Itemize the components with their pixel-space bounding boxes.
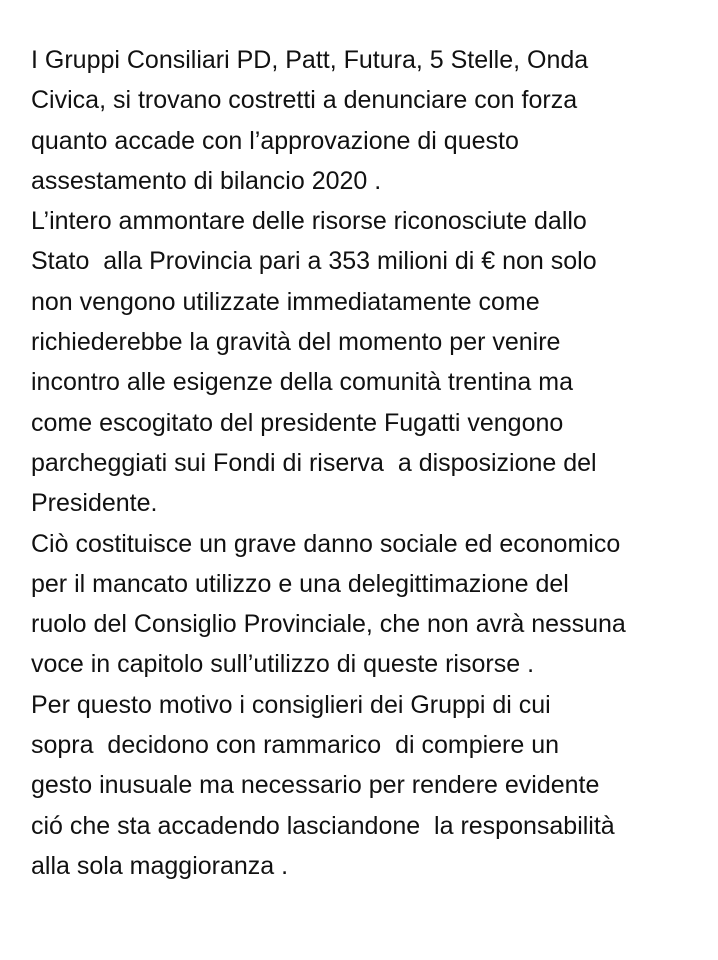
text-line: alla sola maggioranza . xyxy=(31,851,289,880)
text-line: Per questo motivo i consiglieri dei Gruppi di cui xyxy=(31,690,551,719)
paragraph-3 xyxy=(31,524,711,685)
statement-text xyxy=(31,40,711,886)
text-line: Stato alla Provincia pari a 353 milioni di € non solo xyxy=(31,247,597,276)
text-line: gesto inusuale ma necessario per rendere evidente xyxy=(31,771,600,800)
text-line: I Gruppi Consiliari PD, Patt, Futura, 5 Stelle, Onda xyxy=(31,46,589,74)
text-line: Civica, si trovano costretti a denunciare con forza xyxy=(31,86,578,115)
text-line: Ciò costituisce un grave danno sociale ed economico xyxy=(31,529,621,558)
text-line: quanto accade con l’approvazione di questo xyxy=(31,126,519,155)
text-line: ruolo del Consiglio Provinciale, che non avrà nessuna xyxy=(31,610,626,639)
paragraph-2 xyxy=(31,201,711,523)
paragraph-1 xyxy=(31,40,711,201)
text-line: ció che sta accadendo lasciandone la responsabilità xyxy=(31,811,615,840)
text-line: voce in capitolo sull’utilizzo di queste risorse . xyxy=(31,650,535,679)
text-line: Presidente. xyxy=(31,489,158,518)
text-line: richiederebbe la gravità del momento per venire xyxy=(31,328,561,357)
text-line: sopra decidono con rammarico di compiere un xyxy=(31,731,560,760)
paragraph-4 xyxy=(31,685,711,886)
text-line: assestamento di bilancio 2020 . xyxy=(31,166,382,195)
text-line: come escogitato del presidente Fugatti vengono xyxy=(31,408,564,437)
text-line: per il mancato utilizzo e una delegittimazione del xyxy=(31,569,569,598)
text-line: incontro alle esigenze della comunità trentina ma xyxy=(31,368,573,397)
text-line: non vengono utilizzate immediatamente come xyxy=(31,287,540,316)
text-line: parcheggiati sui Fondi di riserva a disposizione del xyxy=(31,448,597,477)
text-line: L’intero ammontare delle risorse riconosciute dallo xyxy=(31,207,587,236)
